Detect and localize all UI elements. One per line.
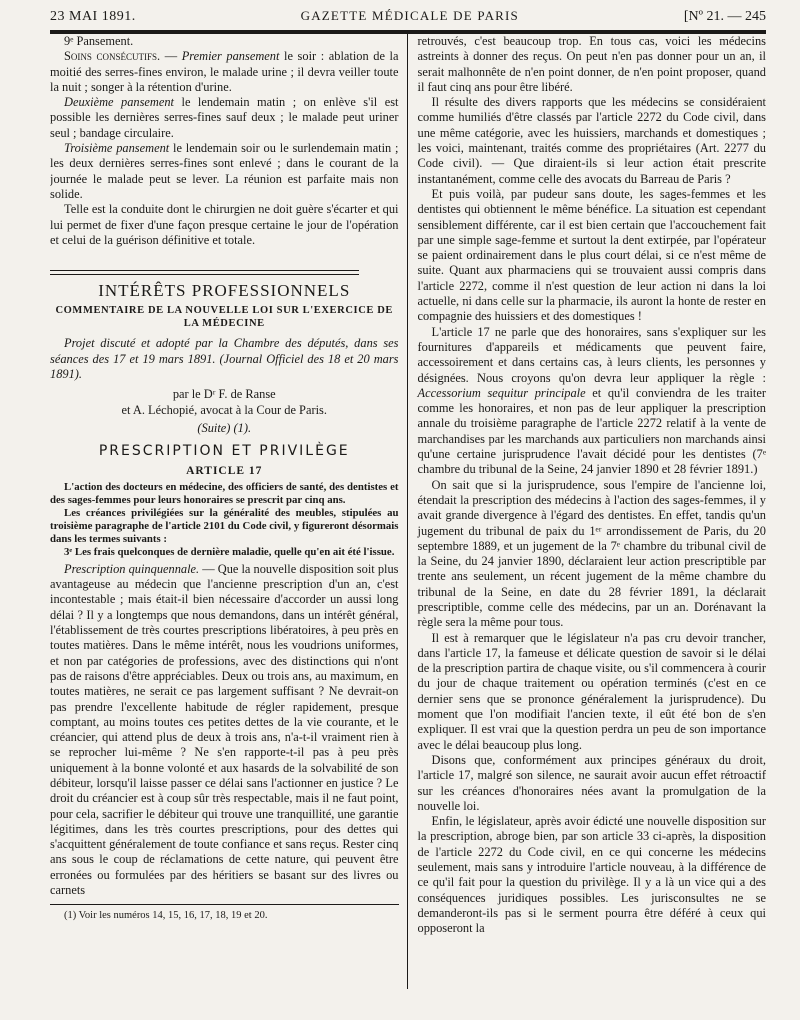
section-title: INTÉRÊTS PROFESSIONNELS [98,281,351,301]
byline-authors: par le Dʳ F. de Ranse [172,387,276,402]
paragraph [418,325,767,478]
columns [50,34,766,989]
journal-title: GAZETTE MÉDICALE DE PARIS [300,8,519,23]
suite-note: (Suite) (1). [197,420,252,435]
text: — Que la nouvelle disposition soit plus avantageuse au médecin que l'ancienne prescription d'un an, c'est incontestable ; mais était-il bien nécessaire d'accorder un aussi long délai ? Il y a longtemps que nous demandons, dans un intérêt général, l'établissement de très courtes prescriptions libératoires, à peu près en toutes matières. Dans le même intérêt, nous les voudrions uniformes, et non par catégories de professions, avec des distinctions qui n'ont pas de raisons d'être appréciables. Deux ou trois ans, au maximum, en toutes matières, ne serait ce pas largement suffisant ? Ne devrait-on pas prendre l'excellente habitude de régler rapidement, presque comptant, au moins toutes ces petites dettes de la vie courante, et le créancier, qui attend plus de deux à trois ans, n'a-t-il vraiment rien à se reprocher lui-même ? Ne s'en rapporte-t-il pas à peu près uniquement à la bonne volonté et aux hasards de la solvabilité de son débiteur, lorsqu'il laisse passer ce délai sans l'actionner en justice ? Le droit du créancier est à coup sûr très respectable, mais il ne faut point, pour cela, sacrifier le débiteur qui trouve une tranquillité, une garantie légitimes, dans les très courtes prescriptions, pour des dettes qui s'acquittent généralement de toute confiance et sans reçus. Rester cinq ans sous le coup de réclamations de cette nature, qui peuvent être erronées ou formulées par des héritiers se basant sur des livres ou carnets [50,561,399,898]
issue-date: 23 MAI 1891. [50,9,136,24]
byline-affiliation: et A. Léchopié, avocat à la Cour de Paris. [121,402,327,417]
emphasis: Troisième pansement [64,141,170,156]
law-text: L'action des docteurs en médecine, des officiers de santé, des dentistes et des sages-femmes pour leurs honoraires se prescrit par cinq ans. [50,480,399,506]
paragraph: Il est à remarquer que le législateur n'a pas cru devoir trancher, dans l'article 17, la fameuse et délicate question de savoir si le délai de la prescription partira de chaque visite, ou s'il commencera à courir du jour de chaque traitement ou opération terminés (c'est en ce dernier sens que se prononce généralement la jurisprudence). Du moment que l'on modifiait l'ancien texte, il eût été bon de s'en expliquer. Il est vrai que la question perdra un peu de son importance avec le délai beaucoup plus long. [417,630,766,752]
right-column [408,34,767,989]
paragraph: 9ᵉ Pansement. [64,34,134,48]
paragraph: Soins consécutifs. — Premier pansement le soir : ablation de la moitié des serres-fines environ, le malade urine ; il devra veiller toute la nuit ; songer à la rétention d'urine. [50,49,399,94]
text: et qu'il conviendra de les traiter comme les honoraires, et non pas de leur appliquer la prescription annale du troisième paragraphe de l'article 2272 relatif à la vente de marchandises par les marchands aux particuliers non marchands ainsi qu'une certaine jurisprudence l'avait décidé pour les dentistes (7ᵉ chambre du tribunal de la Seine, 24 janvier 1890 et 28 février 1891.) [417,385,766,477]
law-text: 3ᵉ Les frais quelconques de dernière maladie, quelle qu'en ait été l'issue. [64,545,395,558]
emphasis: Deuxième pansement [64,95,175,110]
run-in-head: Soins consécutifs. [64,49,161,64]
paragraph: retrouvés, c'est beaucoup trop. En tous cas, voici les médecins astreints à donner des reçus. On peut n'en pas donner pour un an, il serait malhonnête de n'en point donner, de n'en point proposer, quand il faut cinq ans pour être libéré. [417,34,766,94]
left-column [50,34,408,989]
article-heading: ARTICLE 17 [186,464,263,477]
emphasis: Prescription quinquennale. [64,561,200,576]
paragraph: On sait que si la jurisprudence, sous l'empire de l'ancienne loi, étendait la prescription des médecins à l'action des sages-femmes, il y avait grande divergence à l'égard des dentistes. En effet, tandis qu'un jugement du tribunal de paix du 1ᵉʳ arrondissement de Paris, du 20 septembre 1889, et un jugement de la 7ᵉ chambre du tribunal civil de la Seine, du 24 janvier 1890, déclaraient leur action prescriptible par trente ans seulement, un récent jugement de la même chambre du tribunal de la Seine, en date du 28 février 1891, la déclarait prescriptible, comme celle des médecins, par un an. Dorénavant la règle sera la même pour tous. [417,477,766,630]
emphasis: Accessorium sequitur principale [417,385,586,400]
footnote-rule [50,904,399,905]
law-text: Les créances privilégiées sur la généralité des meubles, stipulées au troisième paragraphe de l'article 2101 du Code civil, y figureront désormais dans les termes suivants : [50,506,399,545]
text: le soir : ablation de la moitié des serres-fines environ, le malade urine ; il devra veiller toute la nuit ; songer à la rétention d'urine. [50,49,399,94]
subsection-title: PRESCRIPTION ET PRIVILÈGE [98,443,350,460]
paragraph: Enfin, le législateur, après avoir édicté une nouvelle disposition sur la prescription, abroge bien, par son article 33 ci-après, la disposition de l'article 2272 du Code civil, en ce qui concerne les médecins seulement, mais sans y introduire l'article nouveau, à la différence de ce qu'il fait pour la question du privilège. Il y a là un vice qui a des conséquences juridiques possibles. Les jurisconsultes ne se demanderont-ils pas si le serment pourra être déféré à ceux qui opposeront la [417,814,766,936]
text: le lendemain matin ; on enlève s'il est possible les dernières serres-fines sauf deux ; le malade peut uriner seul ; bandage circulaire. [50,95,399,140]
paragraph: Disons que, conformément aux principes généraux du droit, l'article 17, malgré son silence, ne saurait avoir aucun effet rétroactif sur les créances d'honoraires nées avant la promulgation de la nouvelle loi. [417,752,766,813]
section-subtitle: COMMENTAIRE DE LA NOUVELLE LOI SUR L'EXERCICE DE LA MÉDECINE [55,305,394,330]
text: le lendemain soir ou le surlendemain matin ; les deux dernières serres-fines sont enlevé ; dans le courant de la journée le malade peut se lever. La réunion est parfaite mais non solide. [50,141,399,201]
issue-number: [Nº 21. — 245 [683,9,766,24]
paragraph [50,562,399,899]
paragraph [50,141,399,202]
section-divider [50,270,359,275]
paragraph: Telle est la conduite dont le chirurgien ne doit guère s'écarter et qui lui permet de fixer d'une façon presque certaine le jour de l'opération et celui de la guérison définitive et totale. [50,202,399,247]
paragraph: Il résulte des divers rapports que les médecins se considéraient comme humiliés d'être classés par l'article 2272 du Code civil, dans une même catégorie, avec les huissiers, marchands et domestiques ; les voici, maintenant, traités comme des propriétaires (Art. 2277 du Code civil). — Que diraient-ils si leur action était prescrite instantanément, comme celle des avocats du Barreau de Paris ? [417,95,766,186]
projet-note: Projet discuté et adopté par la Chambre des députés, dans ses séances des 17 et 19 mars 1891. (Journal Officiel des 18 et 20 mars 1891). [50,336,399,382]
paragraph: Et puis voilà, par pudeur sans doute, les sages-femmes et les dentistes qui obtiennent le même bénéfice. La situation est cependant sensiblement différente, car il est bien certain que l'accouchement fait par une simple sage-femme et surtout la dent extirpée, par l'opérateur se paient ordinairement dans le plus court délai, si ce n'est même de suite. Quant aux pharmaciens qui se trouvaient aussi compris dans l'article 2272, comme il n'est question de leur action ni dans la loi actuelle, ni dans celle sur la pharmacie, ils auront la honte de rester en compagnie des huissiers et des domestiques ! [417,186,766,324]
text: L'article 17 ne parle que des honoraires, sans s'expliquer sur les fournitures d'appareils et médicaments que peuvent faire, accessoirement et dans certains cas, à leurs clients, les personnes y désignées. Nous croyons qu'on devra leur appliquer la règle : [417,324,766,385]
paragraph [50,95,399,141]
page-header [50,8,766,28]
footnote: (1) Voir les numéros 14, 15, 16, 17, 18, 19 et 20. [64,910,268,922]
emphasis: Premier pansement [181,49,280,64]
